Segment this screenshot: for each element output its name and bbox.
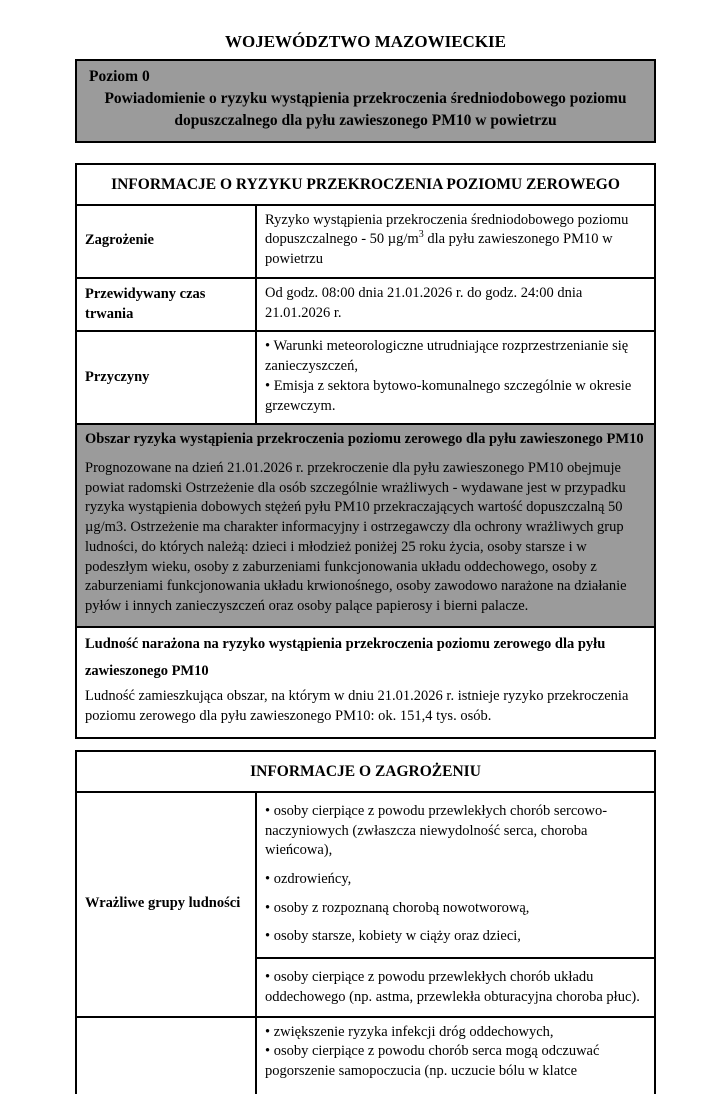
cause-text: Warunki meteorologiczne utrudniające rozprzestrzenianie się zanieczyszczeń, (265, 338, 629, 375)
threat-text-suffix: dla pyłu zawieszonego PM10 w powietrzu (265, 231, 613, 268)
list-item: • zwiększenie ryzyka infekcji dróg oddechowych, (265, 1023, 644, 1043)
hazard-table (75, 750, 656, 1094)
vulnerable-groups-sub-cell (257, 957, 654, 1015)
vulnerable-groups-main-cell (257, 793, 654, 957)
alert-banner (75, 59, 656, 143)
risk-area-heading: Obszar ryzyka wystąpienia przekroczenia poziomu zerowego dla pyłu zawieszonego PM10 (85, 431, 644, 448)
cause-text: Emisja z sektora bytowo-komunalnego szczególnie w okresie grzewczym. (265, 377, 632, 414)
population-heading: Ludność narażona na ryzyko wystąpienia przekroczenia poziomu zerowego dla pyłu zawieszonego PM10 (85, 635, 606, 679)
list-item (265, 377, 644, 416)
threat-text-superscript: 3 (418, 229, 424, 241)
hazard-table-title: INFORMACJE O ZAGROŻENIU (250, 762, 481, 780)
table-row-health-effects (77, 1016, 654, 1094)
page-title: WOJEWÓDZTWO MAZOWIECKIE (224, 32, 506, 51)
row-value-duration (257, 279, 654, 330)
threat-text-prefix: Ryzyko wystąpienia przekroczenia średniodobowego poziomu dopuszczalnego - 50 µg/m (265, 211, 629, 248)
list-item: • osoby cierpiące z powodu chorób serca mogą odczuwać pogorszenie samopoczucia (np. uczucie bólu w klatce (265, 1042, 644, 1081)
row-label-health-effects (77, 1018, 257, 1094)
list-item: • osoby cierpiące z powodu przewlekłych chorób układu oddechowego (np. astma, przewlekła obturacyjna choroba płuc). (265, 968, 644, 1007)
list-item: • osoby starsze, kobiety w ciąży oraz dzieci, (265, 927, 644, 947)
vulnerable-groups-values (257, 793, 654, 1016)
bullet-icon: • (265, 377, 274, 394)
duration-text: Od godz. 08:00 dnia 21.01.2026 r. do godz. 24:00 dnia 21.01.2026 r. (265, 284, 583, 321)
table-row-duration (77, 277, 654, 330)
row-label-threat: Zagrożenie (77, 206, 257, 277)
row-label-duration: Przewidywany czas trwania (77, 279, 257, 330)
table-row-threat (77, 204, 654, 277)
list-item (265, 337, 644, 376)
table-row-causes (77, 330, 654, 423)
risk-area-body: Prognozowane na dzień 21.01.2026 r. przekroczenie dla pyłu zawieszonego PM10 obejmuje powiat radomski Ostrzeżenie dla osób szczególnie wrażliwych - wydawane jest w przypadku ryzyka wystąpienia dobowych stężeń pyłu PM10 przekraczających wartość dopuszczalną 50 µg/m3. Ostrzeżenie ma charakter informacyjny i ostrzegawczy dla ochrony wrażliwych grup ludności, do których należą: dzieci i młodzież poniżej 25 roku życia, osoby starsze i w podeszłym wieku, osoby z zaburzeniami funkcjonowania układu oddechowego, osoby z zaburzeniami funkcjonowania układu krwionośnego, osoby zawodowo narażone na działanie pyłów i innych zanieczyszczeń oraz osoby palące papierosy i bierni palacze. (85, 459, 627, 614)
health-effects-values (257, 1018, 654, 1094)
alert-message: Powiadomienie o ryzyku wystąpienia przekroczenia średniodobowego poziomu dopuszczalnego dla pyłu zawieszonego PM10 w powietrzu (104, 89, 627, 129)
list-item: • ozdrowieńcy, (265, 870, 644, 890)
threat-text (265, 211, 644, 270)
list-item: • osoby cierpiące z powodu przewlekłych chorób sercowo-naczyniowych (zwłaszcza niewydolność serca, choroba wieńcowa), (265, 802, 644, 861)
table-row-vulnerable-groups (77, 791, 654, 1016)
list-item: • osoby z rozpoznaną chorobą nowotworową, (265, 899, 644, 919)
alert-level: Poziom 0 (89, 68, 150, 85)
risk-table-title: INFORMACJE O RYZYKU PRZEKROCZENIA POZIOMU ZEROWEGO (111, 175, 620, 193)
population-body: Ludność zamieszkująca obszar, na którym w dniu 21.01.2026 r. istnieje ryzyko przekroczenia poziomu zerowego dla pyłu zawieszonego PM10: ok. 151,4 tys. osób. (85, 688, 629, 725)
row-value-threat (257, 206, 654, 277)
population-section (77, 626, 654, 737)
row-value-causes (257, 332, 654, 423)
bullet-icon: • (265, 338, 274, 355)
risk-table (75, 163, 656, 739)
risk-area-section (77, 423, 654, 625)
row-label-causes: Przyczyny (77, 332, 257, 423)
row-label-vulnerable-groups: Wrażliwe grupy ludności (77, 793, 257, 1016)
